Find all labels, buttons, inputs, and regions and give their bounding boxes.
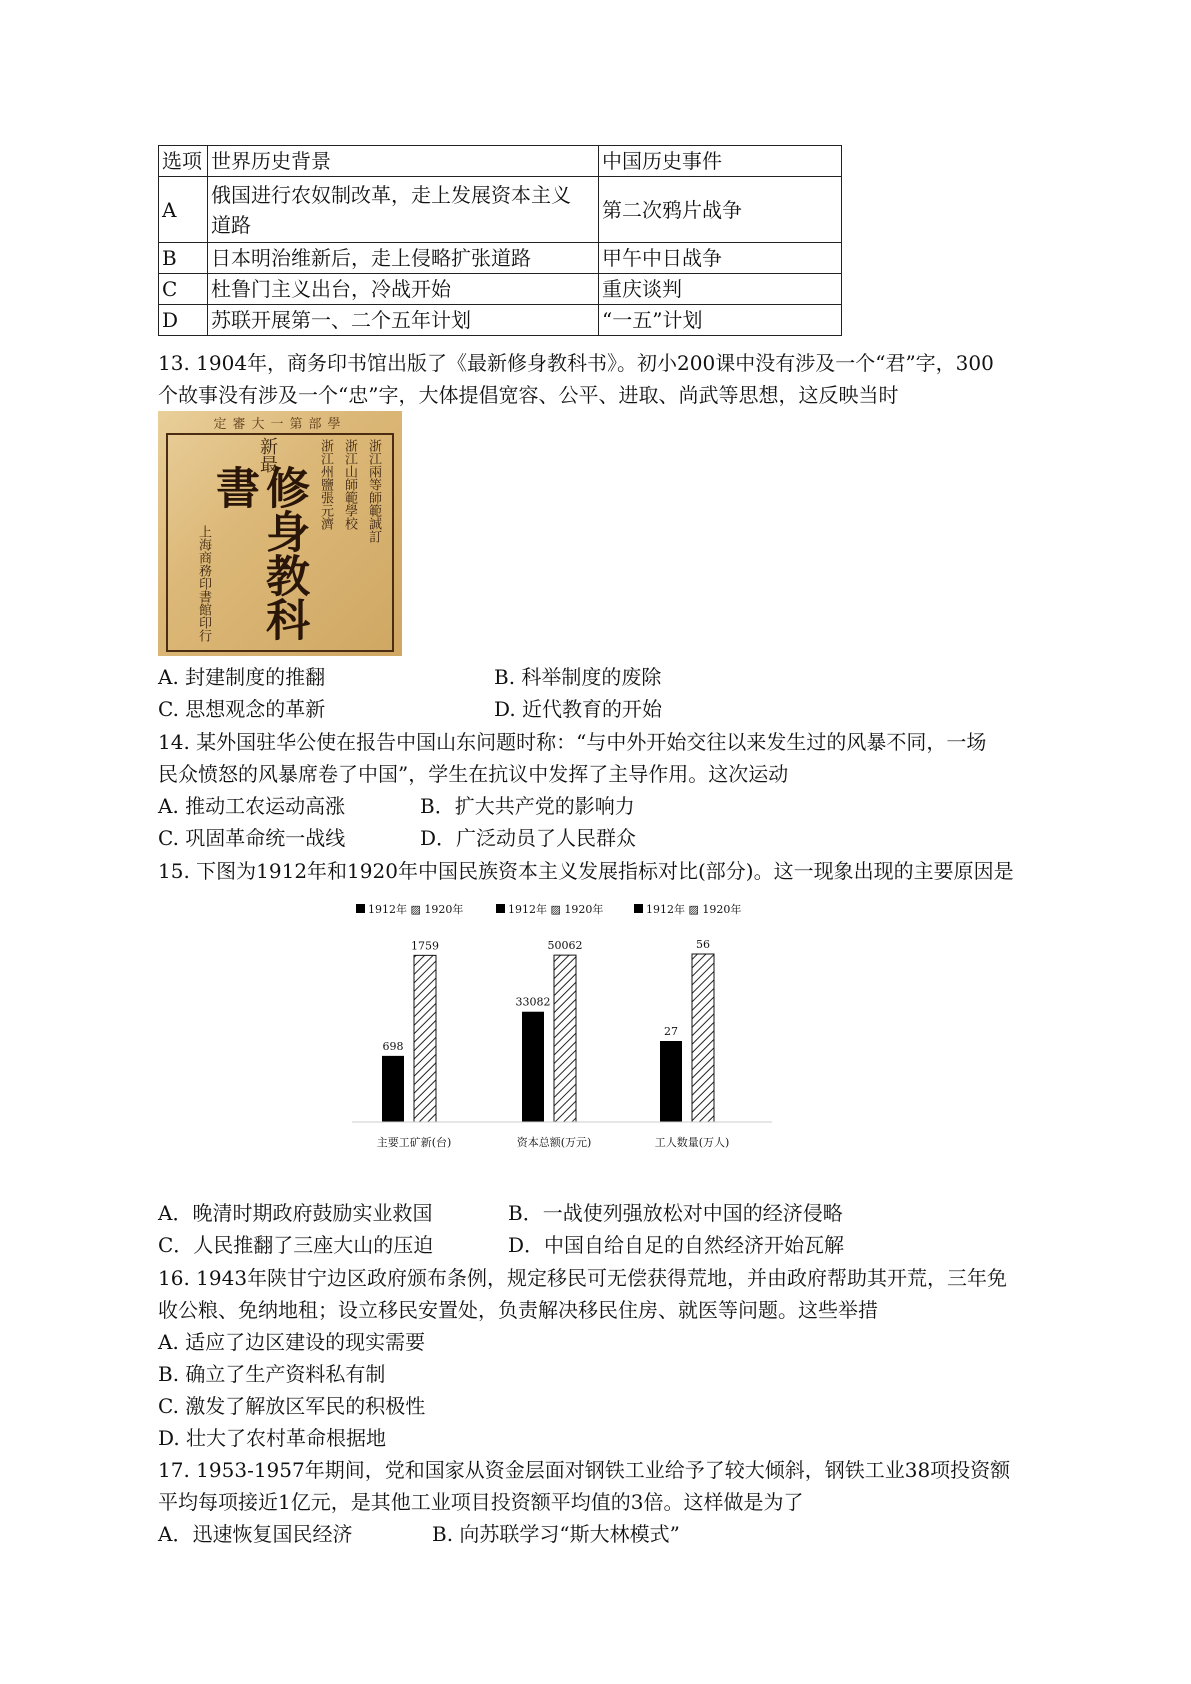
data-label: 1759	[411, 939, 439, 953]
textbook-cover-image	[158, 411, 402, 656]
q15-option-c: C．人民推翻了三座大山的压迫	[158, 1233, 434, 1257]
q16-option-b: B. 确立了生产资料私有制	[158, 1362, 386, 1386]
table-header-row	[159, 146, 842, 177]
options-table	[158, 145, 842, 336]
bar-1920	[414, 955, 436, 1122]
book-title-big: 修身教科書	[208, 465, 309, 641]
q17-option-a: A．迅速恢复国民经济	[158, 1522, 353, 1546]
data-label: 50062	[547, 939, 583, 953]
table-cell-china: 第二次鸦片战争	[599, 177, 842, 243]
q13-option-c: C. 思想观念的革新	[158, 697, 326, 721]
book-publisher: 上海商務印書館印行	[196, 525, 211, 642]
bar-1912	[660, 1041, 682, 1122]
table-cell-option: D	[159, 305, 208, 336]
cell-text-line: 道路	[211, 212, 251, 237]
table-cell-world: 杜鲁门主义出台，冷战开始	[208, 274, 599, 305]
q15-stem-line1: 15. 下图为1912年和1920年中国民族资本主义发展指标对比(部分)。这一现象出现的主要原因是	[158, 859, 1014, 883]
q14-option-d: D．广泛动员了人民群众	[420, 826, 637, 850]
data-label: 698	[382, 1039, 404, 1053]
legend-label: 1912年 ▨ 1920年	[368, 903, 464, 916]
q13-stem-line2: 个故事没有涉及一个“忠”字，大体提倡宽容、公平、进取、尚武等思想，这反映当时	[158, 383, 899, 407]
category-label: 工人数量(万人)	[654, 1136, 730, 1149]
q17-stem-line1: 17. 1953-1957年期间，党和国家从资金层面对钢铁工业给予了较大倾斜，钢铁工业38项投资额	[158, 1458, 1011, 1482]
table-cell-china: 重庆谈判	[599, 274, 842, 305]
legend-label: 1912年 ▨ 1920年	[646, 903, 742, 916]
bar-1920	[554, 955, 576, 1122]
book-column-3: 浙江兩等師範誠訂	[366, 439, 381, 543]
q16-option-c: C. 激发了解放区军民的积极性	[158, 1394, 426, 1418]
book-column-1: 浙江州鹽張元濟	[318, 439, 333, 530]
q15-option-d: D．中国自给自足的自然经济开始瓦解	[508, 1233, 845, 1257]
bar-1912	[522, 1012, 544, 1122]
q17-option-b: B. 向苏联学习“斯大林模式”	[432, 1522, 680, 1546]
q13-option-b: B. 科举制度的废除	[494, 665, 662, 689]
q13-stem-line1: 13. 1904年，商务印书馆出版了《最新修身教科书》。初小200课中没有涉及一个“君”字，300	[158, 351, 994, 375]
q13-option-a: A. 封建制度的推翻	[158, 665, 326, 689]
table-row	[159, 274, 842, 305]
q15-option-b: B．一战使列强放松对中国的经济侵略	[508, 1201, 843, 1225]
data-label: 27	[664, 1025, 678, 1038]
table-cell-china: 甲午中日战争	[599, 243, 842, 274]
q14-option-c: C. 巩固革命统一战线	[158, 826, 346, 850]
legend-swatch	[496, 904, 505, 913]
data-label: 33082	[515, 995, 551, 1009]
q14-stem-line1: 14. 某外国驻华公使在报告中国山东问题时称：“与中外开始交往以来发生过的风暴不同，一场	[158, 730, 987, 754]
table-cell-china: “一五”计划	[599, 305, 842, 336]
book-frame	[166, 433, 394, 652]
category-label: 主要工矿新(台)	[376, 1136, 452, 1149]
q13-option-d: D. 近代教育的开始	[494, 697, 663, 721]
book-title-small: 新最	[257, 437, 278, 473]
table-row	[159, 177, 842, 243]
table-cell-world: 苏联开展第一、二个五年计划	[208, 305, 599, 336]
cell-text-line: 俄国进行农奴制改革，走上发展资本主义	[211, 182, 571, 207]
category-label: 资本总额(万元)	[516, 1136, 592, 1149]
table-cell-world: 日本明治维新后，走上侵略扩张道路	[208, 243, 599, 274]
q15-option-a: A．晚清时期政府鼓励实业救国	[158, 1201, 433, 1225]
q16-option-a: A. 适应了边区建设的现实需要	[158, 1330, 426, 1354]
q16-stem-line1: 16. 1943年陕甘宁边区政府颁布条例，规定移民可无偿获得荒地，并由政府帮助其开荒，三年免	[158, 1266, 1008, 1290]
bar-1920	[692, 954, 714, 1122]
q16-option-d: D. 壮大了农村革命根据地	[158, 1426, 387, 1450]
legend-label: 1912年 ▨ 1920年	[508, 903, 604, 916]
data-label: 56	[696, 938, 710, 951]
table-row	[159, 305, 842, 336]
bar-chart	[352, 900, 782, 1168]
legend-swatch	[356, 904, 365, 913]
table-header-cell: 中国历史事件	[599, 146, 842, 177]
table-cell-option: A	[159, 177, 208, 243]
table-cell-option: B	[159, 243, 208, 274]
book-top-band: 定審大一第部學	[213, 417, 347, 432]
legend-swatch	[634, 904, 643, 913]
q16-stem-line2: 收公粮、免纳地租；设立移民安置处，负责解决移民住房、就医等问题。这些举措	[158, 1298, 878, 1322]
q14-option-b: B．扩大共产党的影响力	[420, 794, 635, 818]
q14-option-a: A. 推动工农运动高涨	[158, 794, 346, 818]
q17-stem-line2: 平均每项接近1亿元，是其他工业项目投资额平均值的3倍。这样做是为了	[158, 1490, 804, 1514]
table-row	[159, 243, 842, 274]
table-cell-world	[208, 177, 599, 243]
q14-stem-line2: 民众愤怒的风暴席卷了中国”，学生在抗议中发挥了主导作用。这次运动	[158, 762, 789, 786]
table-header-cell: 选项	[159, 146, 208, 177]
table-header-cell: 世界历史背景	[208, 146, 599, 177]
bar-1912	[382, 1056, 404, 1122]
table-cell-option: C	[159, 274, 208, 305]
book-column-2: 浙江山師範學校	[342, 439, 357, 530]
